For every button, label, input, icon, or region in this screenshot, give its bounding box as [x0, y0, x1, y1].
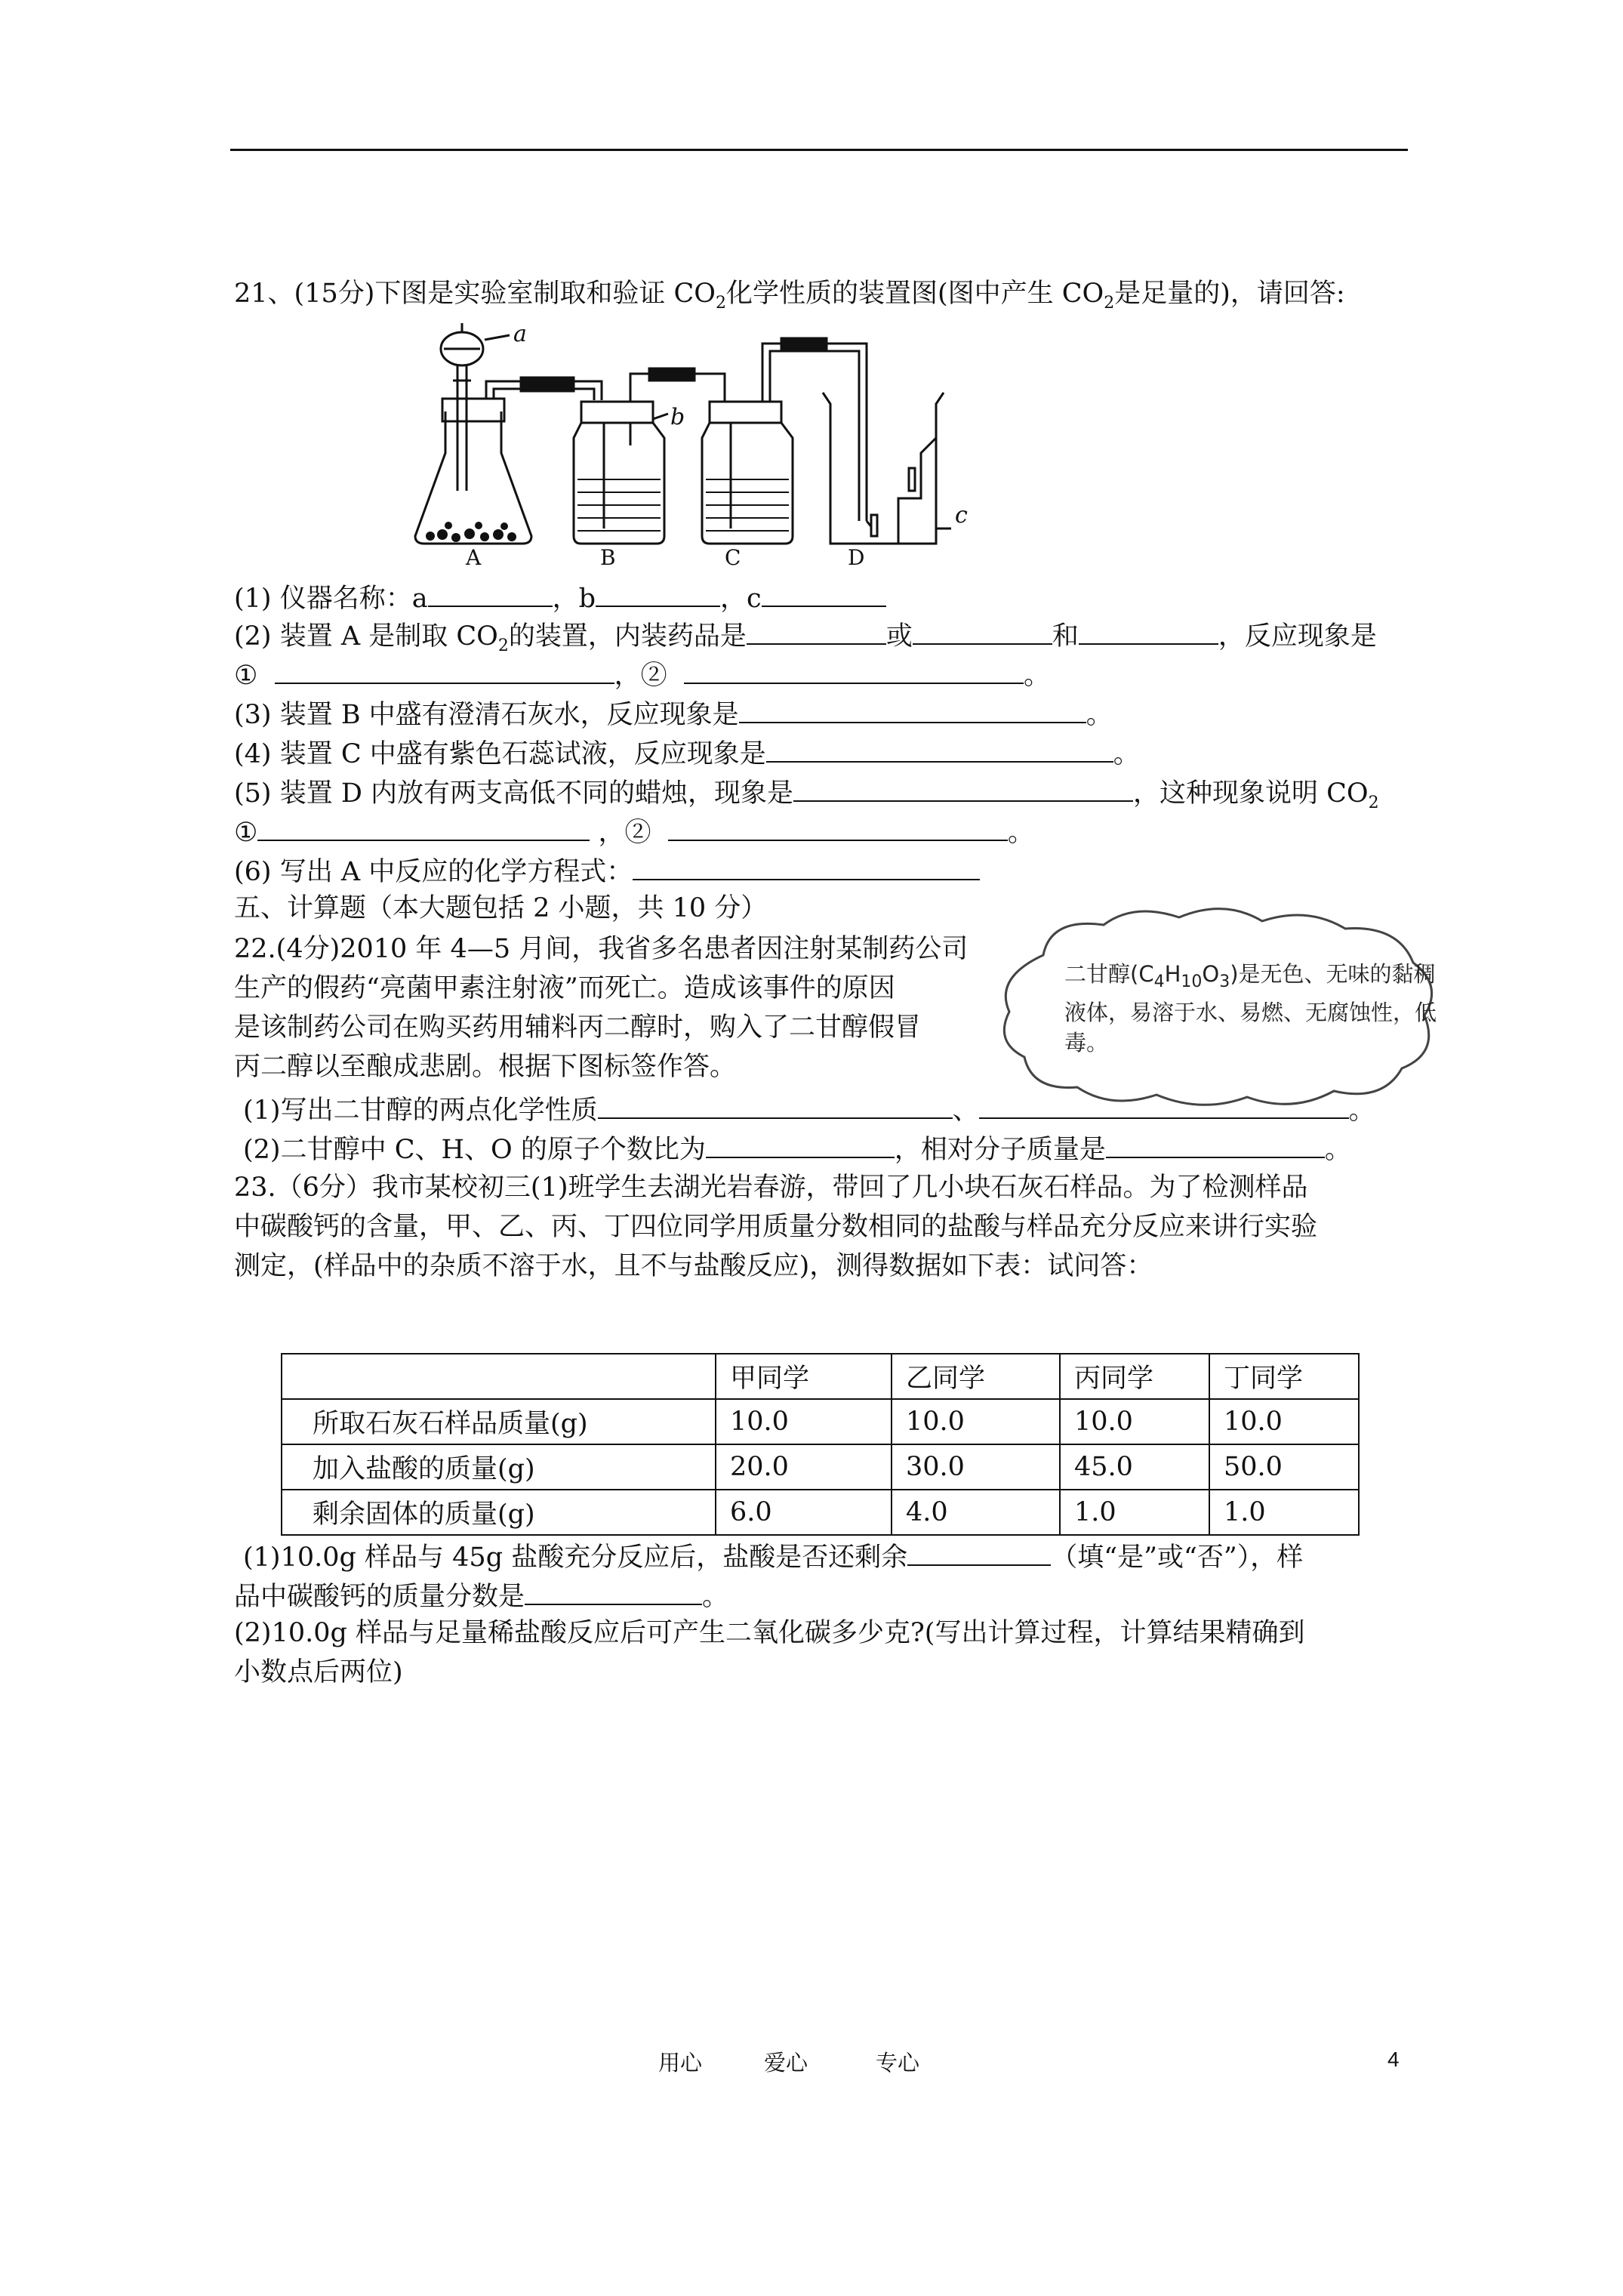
answer-blank[interactable]	[1106, 1131, 1325, 1158]
answer-blank[interactable]	[633, 853, 980, 880]
table-cell: 10.0	[892, 1399, 1060, 1444]
answer-blank[interactable]	[739, 696, 1086, 723]
answer-blank[interactable]	[1079, 618, 1218, 645]
fig-label-B: B	[600, 545, 616, 570]
page-number: 4	[1387, 2048, 1400, 2071]
answer-blank[interactable]	[428, 580, 553, 607]
q21-part5-results: ① ，② 。	[234, 814, 1034, 849]
answer-blank[interactable]	[257, 814, 590, 841]
fig-label-A: A	[466, 545, 482, 570]
table-cell: 1.0	[1209, 1490, 1359, 1535]
q23-data-table	[281, 1353, 1360, 1536]
diethylene-glycol-label: 二甘醇$(C_4H_{10}O_3)$是无色、无味的黏稠液体，易溶于水、易燃、无腐蚀性，低毒。	[1064, 961, 1437, 1056]
table-cell: 20.0	[716, 1444, 892, 1490]
table-header-cell: 乙同学	[892, 1354, 1060, 1399]
table-row	[282, 1444, 1359, 1490]
table-cell: 10.0	[1060, 1399, 1209, 1444]
fig-label-c: c	[955, 502, 968, 529]
answer-blank[interactable]	[668, 814, 1008, 841]
footer-motto-1: 用心	[658, 2050, 703, 2076]
q23-line-1: 23.（6分）我市某校初三(1)班学生去湖光岩春游，带回了几小块石灰石样品。为了检测样品	[234, 1173, 1308, 1203]
table-cell: 4.0	[892, 1490, 1060, 1535]
footer-motto-3: 专心	[876, 2050, 920, 2076]
q22-sub2: (2)二甘醇中 C、H、O 的原子个数比为 ，相对分子质量是 。	[243, 1131, 1351, 1166]
q21-part3: (3) 装置 B 中盛有澄清石灰水，反应现象是 。	[234, 696, 1113, 731]
header-rule	[230, 149, 1408, 151]
table-cell: 加入盐酸的质量(g)	[282, 1444, 716, 1490]
q22-line-4: 丙二醇以至酿成悲剧。根据下图标签作答。	[234, 1052, 737, 1082]
table-cell: 所取石灰石样品质量(g)	[282, 1399, 716, 1444]
apparatus-figure	[393, 317, 966, 574]
q21-part4: (4) 装置 C 中盛有紫色石蕊试液，反应现象是 。	[234, 735, 1140, 770]
q21-part5: (5) 装置 D 内放有两支高低不同的蜡烛，现象是 ，这种现象说明 $CO_2$	[234, 775, 1379, 819]
q23-line-2: 中碳酸钙的含量，甲、乙、丙、丁四位同学用质量分数相同的盐酸与样品充分反应来讲行实验	[234, 1212, 1318, 1242]
table-row	[282, 1399, 1359, 1444]
q23-sub1-cont: 品中碳酸钙的质量分数是 。	[234, 1578, 728, 1613]
answer-blank[interactable]	[275, 657, 614, 684]
table-header-cell: 丙同学	[1060, 1354, 1209, 1399]
table-header-cell	[282, 1354, 716, 1399]
table-row	[282, 1490, 1359, 1535]
q21-part2-results: ① ，② 。	[234, 657, 1050, 692]
fig-label-b: b	[670, 404, 685, 430]
q22-line-1: 22.(4分)2010 年 4—5 月间，我省多名患者因注射某制药公司	[234, 934, 969, 964]
answer-blank[interactable]	[706, 1131, 895, 1158]
answer-blank[interactable]	[766, 735, 1113, 763]
section-5-heading: 五、计算题（本大题包括 2 小题，共 10 分）	[234, 893, 768, 923]
fig-label-D: D	[848, 545, 865, 570]
table-cell: 10.0	[1209, 1399, 1359, 1444]
q23-sub2-cont: 小数点后两位)	[234, 1657, 403, 1687]
footer-motto-2: 爱心	[764, 2050, 808, 2076]
table-header-row	[282, 1354, 1359, 1399]
q21-title: 21、(15分)下图是实验室制取和验证 $CO_2$化学性质的装置图(图中产生 $CO_2$是足量的)，请回答:	[234, 279, 1345, 313]
table-header-cell: 甲同学	[716, 1354, 892, 1399]
answer-blank[interactable]	[747, 618, 886, 645]
q22-line-3: 是该制药公司在购买药用辅料丙二醇时，购入了二甘醇假冒	[234, 1012, 922, 1043]
answer-blank[interactable]	[598, 1092, 953, 1119]
q23-line-3: 测定，(样品中的杂质不溶于水，且不与盐酸反应)，测得数据如下表：试问答：	[234, 1251, 1153, 1281]
answer-blank[interactable]	[596, 580, 720, 607]
q22-line-2: 生产的假药“亮菌甲素注射液”而死亡。造成该事件的原因	[234, 973, 895, 1003]
answer-blank[interactable]	[525, 1578, 702, 1605]
table-cell: 30.0	[892, 1444, 1060, 1490]
table-cell: 50.0	[1209, 1444, 1359, 1490]
table-cell: 10.0	[716, 1399, 892, 1444]
table-cell: 45.0	[1060, 1444, 1209, 1490]
q21-part1: (1) 仪器名称：a ，b ，c	[234, 580, 886, 615]
answer-blank[interactable]	[684, 657, 1024, 684]
answer-blank[interactable]	[793, 775, 1133, 802]
q21-part2: (2) 装置 A 是制取 $CO_2$的装置，内装药品是 或 和 ，反应现象是	[234, 618, 1377, 662]
answer-blank[interactable]	[762, 580, 886, 607]
q23-sub2: (2)10.0g 样品与足量稀盐酸反应后可产生二氧化碳多少克?(写出计算过程，计算结果精确到	[234, 1618, 1305, 1648]
table-cell: 6.0	[716, 1490, 892, 1535]
q22-sub1: (1)写出二甘醇的两点化学性质 、 。	[243, 1092, 1375, 1126]
table-header-cell: 丁同学	[1209, 1354, 1359, 1399]
table-cell: 剩余固体的质量(g)	[282, 1490, 716, 1535]
fig-label-a: a	[513, 321, 527, 347]
fig-label-C: C	[725, 545, 741, 570]
q23-sub1: (1)10.0g 样品与 45g 盐酸充分反应后，盐酸是否还剩余 （填“是”或“否”），样	[243, 1539, 1303, 1573]
answer-blank[interactable]	[913, 618, 1052, 645]
answer-blank[interactable]	[907, 1539, 1051, 1566]
q21-part6: (6) 写出 A 中反应的化学方程式：	[234, 853, 980, 888]
answer-blank[interactable]	[979, 1092, 1349, 1119]
table-cell: 1.0	[1060, 1490, 1209, 1535]
